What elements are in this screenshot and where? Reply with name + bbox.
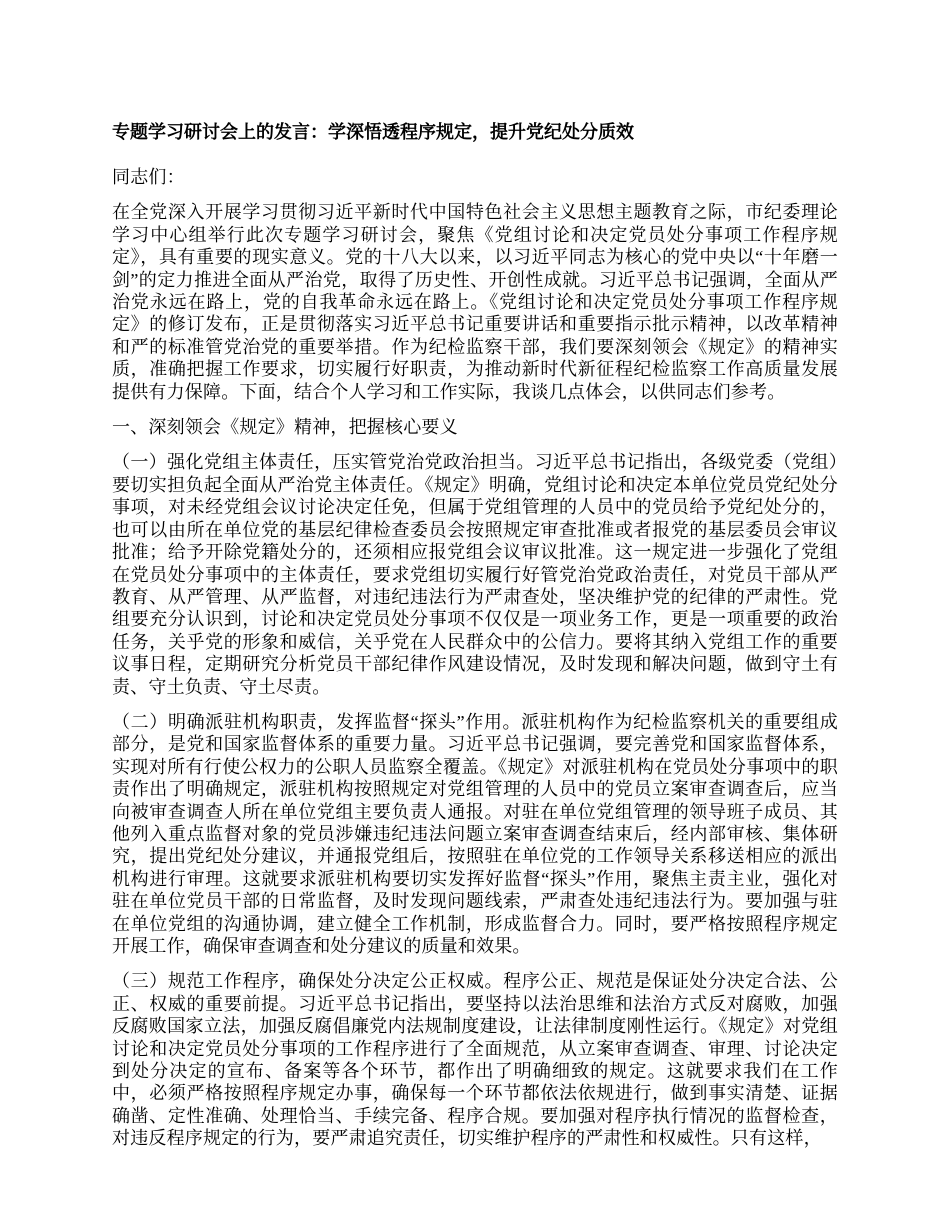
salutation: 同志们：: [112, 167, 185, 187]
paragraph-point-2: （二）明确派驻机构职责，发挥监督“探头”作用。派驻机构作为纪检监察机关的重要组成部分，是党和国家监督体系的重要力量。习近平总书记强调，要完善党和国家监督体系，实现对所有行使公权力的公职人员监察全覆盖。《规定》对派驻机构在党员处分事项中的职责作出了明确规定，派驻机构按照规定对党组管理的人员中的党员立案审查调查后，应当向被审查调查人所在单位党组主要负责人通报。对驻在单位党组管理的领导班子成员、其他列入重点监督对象的党员涉嫌违纪违法问题立案审查调查结束后，经内部审核、集体研究，提出党纪处分建议，并通报党组后，按照驻在单位党的工作领导关系移送相应的派出机构进行审理。这就要求派驻机构要切实发挥好监督“探头”作用，聚焦主责主业，强化对驻在单位党员干部的日常监督，及时发现问题线索，严肃查处违纪违法行为。要加强与驻在单位党组的沟通协调，建立健全工作机制，形成监督合力。同时，要严格按照程序规定开展工作，确保审查调查和处分建议的质量和效果。: [112, 711, 838, 956]
paragraph-point-1: （一）强化党组主体责任，压实管党治党政治担当。习近平总书记指出，各级党委（党组）要切实担负起全面从严治党主体责任。《规定》明确，党组讨论和决定本单位党员党纪处分事项，对未经党组会议讨论决定任免，但属于党组管理的人员中的党员给予党纪处分的，也可以由所在单位党的基层纪律检查委员会按照规定审查批准或者报党的基层委员会审议批准；给予开除党籍处分的，还须相应报党组会议审议批准。这一规定进一步强化了党组在党员处分事项中的主体责任，要求党组切实履行好管党治党政治责任，对党员干部从严教育、从严管理、从严监督，对违纪违法行为严肃查处，坚决维护党的纪律的严肃性。党组要充分认识到，讨论和决定党员处分事项不仅仅是一项业务工作，更是一项重要的政治任务，关乎党的形象和威信，关乎党在人民群众中的公信力。要将其纳入党组工作的重要议事日程，定期研究分析党员干部纪律作风建设情况，及时发现和解决问题，做到守土有责、守土负责、守土尽责。: [112, 452, 838, 697]
paragraph-point-3: （三）规范工作程序，确保处分决定公正权威。程序公正、规范是保证处分决定合法、公正、权威的重要前提。习近平总书记指出，要坚持以法治思维和法治方式反对腐败，加强反腐败国家立法，加强反腐倡廉党内法规制度建设，让法律制度刚性运行。《规定》对党组讨论和决定党员处分事项的工作程序进行了全面规范，从立案审查调查、审理、讨论决定到处分决定的宣布、备案等各个环节，都作出了明确细致的规定。这就要求我们在工作中，必须严格按照程序规定办事，确保每一个环节都依法依规进行，做到事实清楚、证据确凿、定性准确、处理恰当、手续完备、程序合规。要加强对程序执行情况的监督检查，对违反程序规定的行为，要严肃追究责任，切实维护程序的严肃性和权威性。只有这样，: [112, 971, 838, 1149]
document-title: 专题学习研讨会上的发言：学深悟透程序规定，提升党纪处分质效: [112, 122, 634, 142]
paragraph-intro: 在全党深入开展学习贯彻习近平新时代中国特色社会主义思想主题教育之际，市纪委理论学习中心组举行此次专题学习研讨会，聚焦《党组讨论和决定党员处分事项工作程序规定》，具有重要的现实意义。党的十八大以来，以习近平同志为核心的党中央以“十年磨一剑”的定力推进全面从严治党，取得了历史性、开创性成就。习近平总书记强调，全面从严治党永远在路上，党的自我革命永远在路上。《党组讨论和决定党员处分事项工作程序规定》的修订发布，正是贯彻落实习近平总书记重要讲话和重要指示批示精神，以改革精神和严的标准管党治党的重要举措。作为纪检监察干部，我们要深刻领会《规定》的精神实质，准确把握工作要求，切实履行好职责，为推动新时代新征程纪检监察工作高质量发展提供有力保障。下面，结合个人学习和工作实际，我谈几点体会，以供同志们参考。: [112, 202, 838, 402]
section-heading-one: 一、深刻领会《规定》精神，把握核心要义: [112, 417, 458, 438]
